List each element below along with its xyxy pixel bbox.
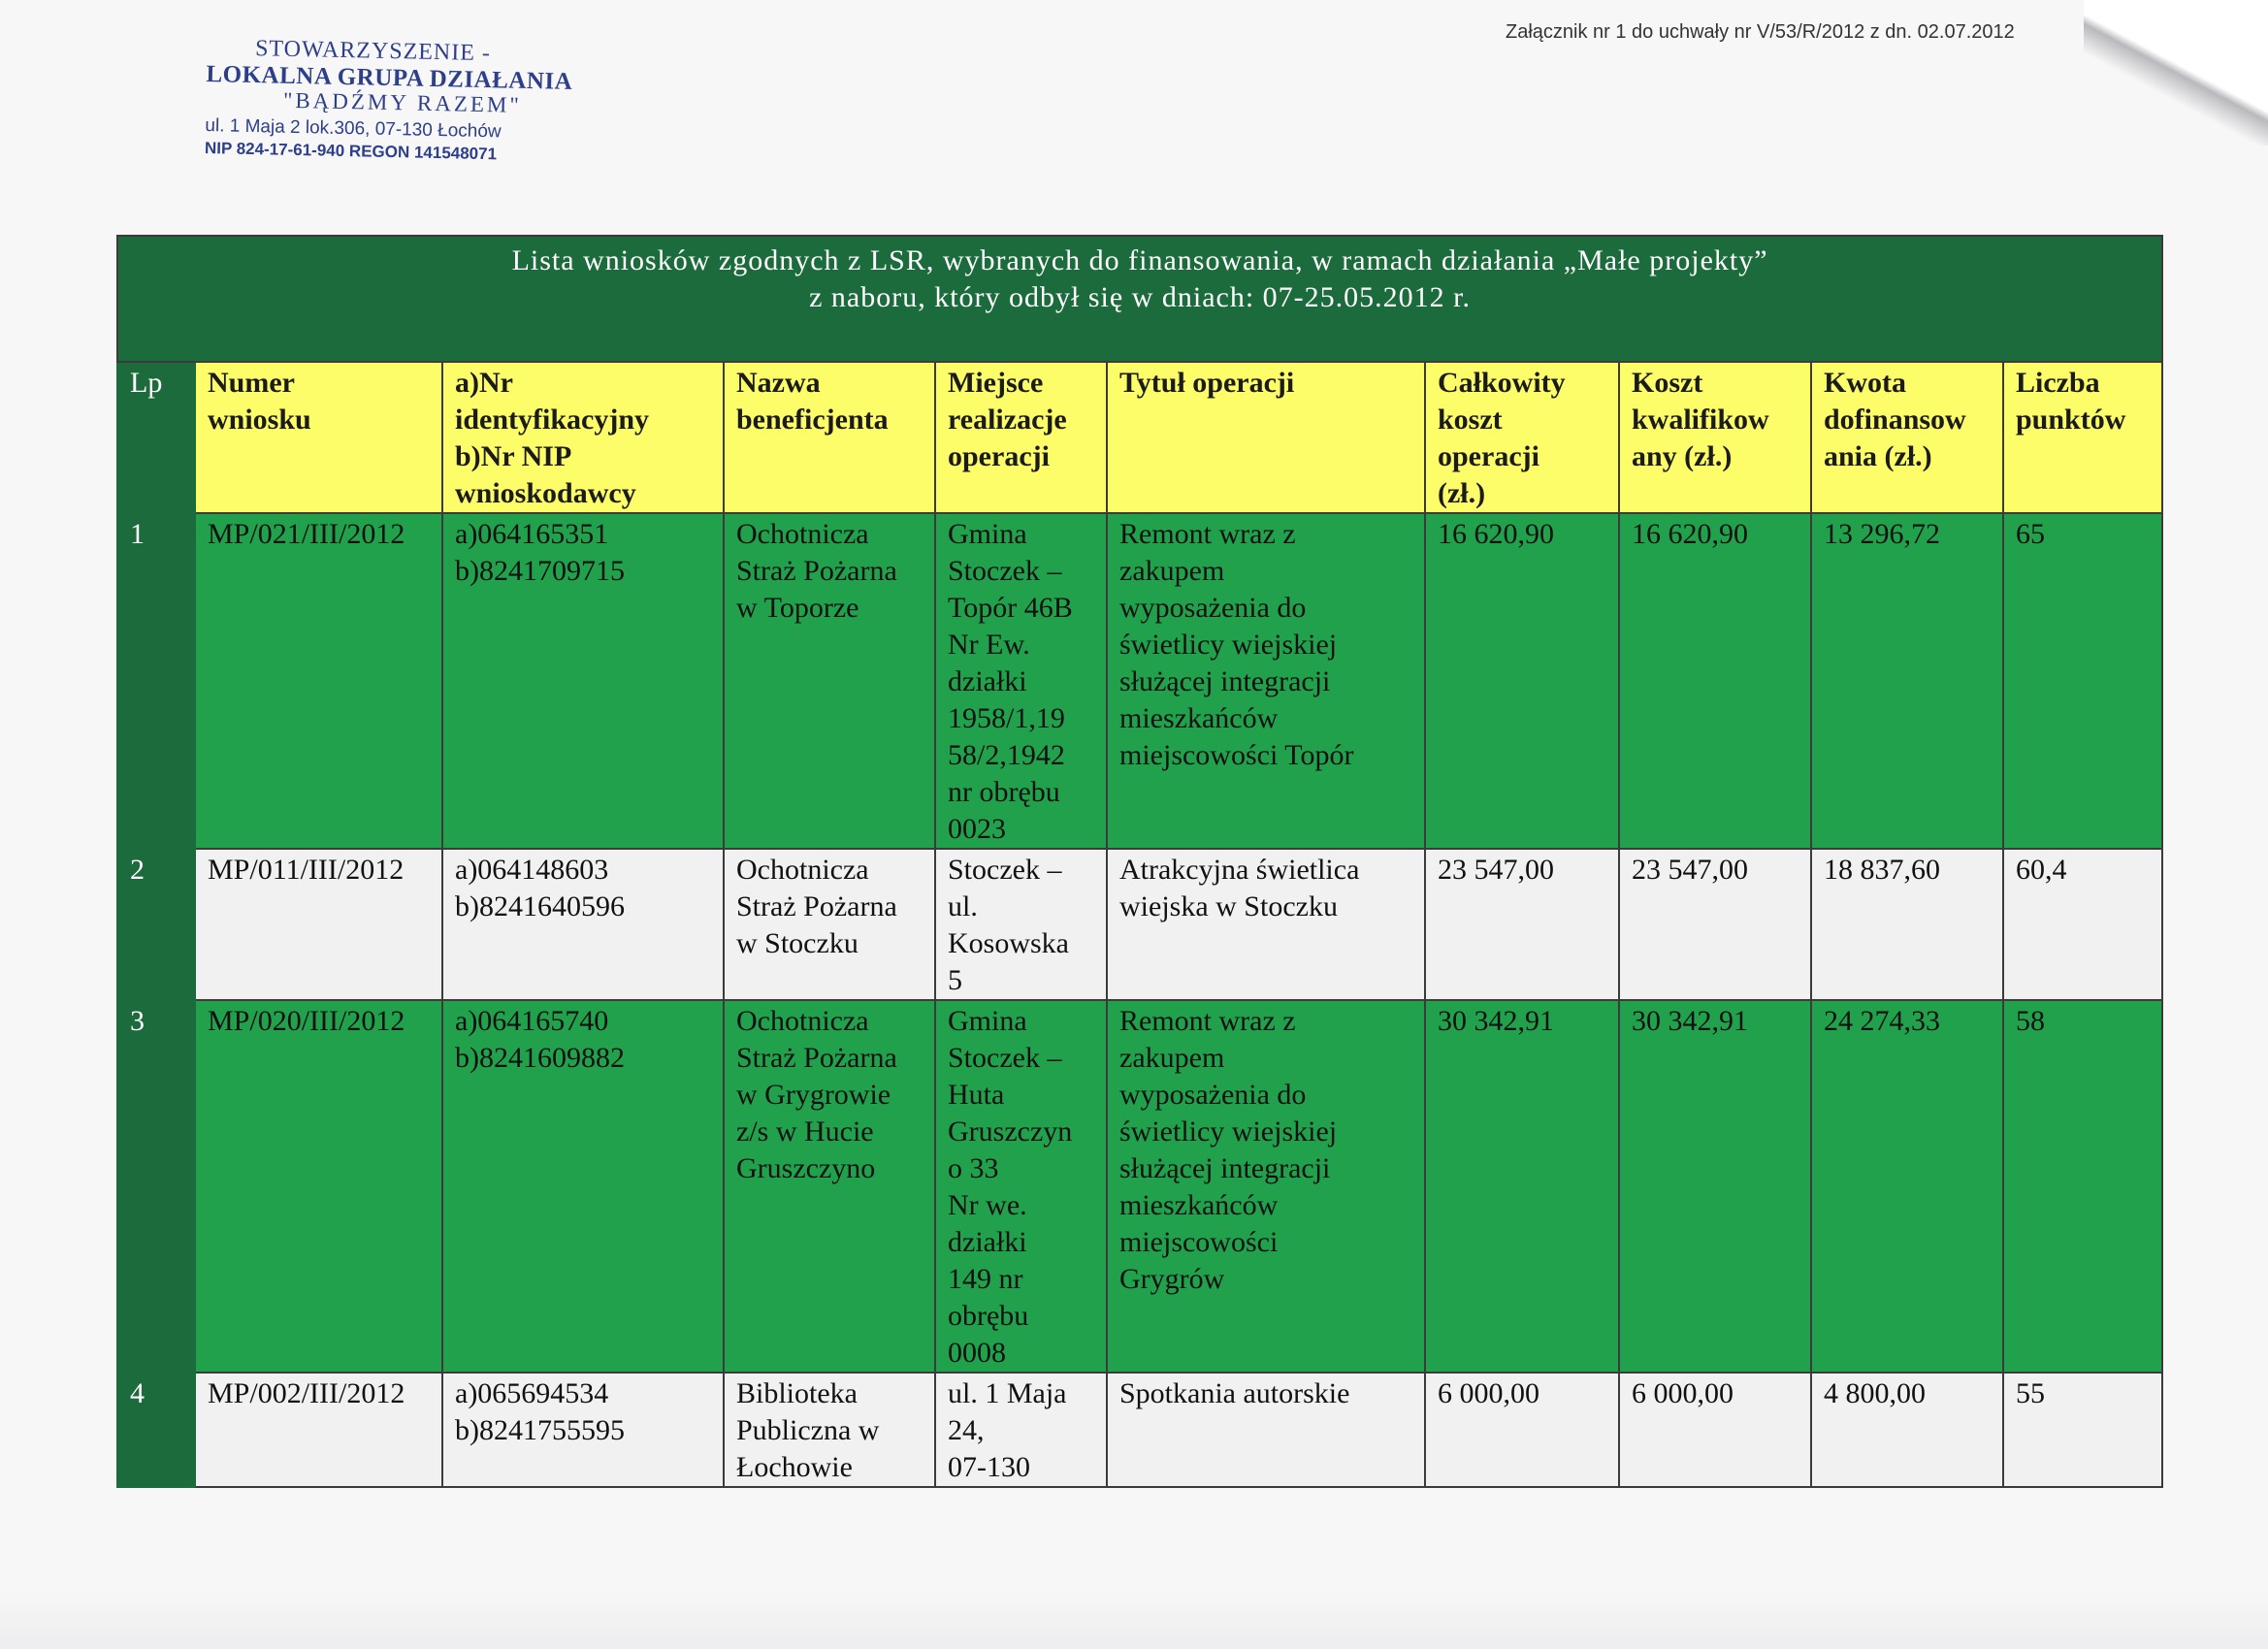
cell-line: 1958/1,19: [948, 702, 1065, 734]
cell-line: mieszkańców: [1119, 1189, 1279, 1221]
cell-numer: MP/002/III/2012: [195, 1373, 442, 1487]
cell-line: operacji: [1438, 440, 1539, 472]
cell-line: kwalifikow: [1632, 404, 1769, 436]
cell-line: a)064165740: [455, 1005, 609, 1037]
header-row: [117, 362, 2162, 513]
cell-line: Ochotnicza: [736, 854, 869, 886]
cell-line: obrębu: [948, 1300, 1029, 1332]
cell-line: w Stoczku: [736, 927, 859, 959]
header-numer: [195, 362, 442, 513]
cell-line: ul.: [948, 890, 978, 922]
table-title-line: z naboru, który odbył się w dniach: 07-25.05.2012 r.: [809, 281, 1471, 313]
cell-line: miejscowości Topór: [1119, 739, 1354, 771]
cell-line: beneficjenta: [736, 404, 889, 436]
cell-line: Nr we.: [948, 1189, 1027, 1221]
cell-calkowity: 6 000,00: [1425, 1373, 1619, 1487]
cell-nr: [442, 1000, 724, 1373]
cell-line: b)Nr NIP: [455, 440, 572, 472]
cell-punkty: 58: [2003, 1000, 2162, 1373]
cell-miejsce: [935, 513, 1107, 849]
cell-tytul: [1107, 849, 1425, 1000]
cell-line: Tytuł operacji: [1119, 367, 1295, 399]
cell-line: a)064148603: [455, 854, 609, 886]
cell-kwalif: 6 000,00: [1619, 1373, 1811, 1487]
title-row: [117, 236, 2162, 362]
cell-line: nr obrębu: [948, 776, 1060, 808]
cell-line: Stoczek –: [948, 854, 1062, 886]
cell-line: 149 nr: [948, 1263, 1023, 1295]
cell-nr: [442, 513, 724, 849]
cell-line: Atrakcyjna świetlica: [1119, 854, 1360, 886]
cell-line: wyposażenia do: [1119, 592, 1307, 624]
table-title: [117, 236, 2162, 362]
cell-line: Topór 46B: [948, 592, 1073, 624]
cell-line: a)065694534: [455, 1377, 609, 1409]
cell-calkowity: 30 342,91: [1425, 1000, 1619, 1373]
cell-line: z/s w Hucie: [736, 1116, 874, 1148]
cell-line: o 33: [948, 1152, 999, 1184]
cell-line: any (zł.): [1632, 440, 1733, 472]
annex-reference: Załącznik nr 1 do uchwały nr V/53/R/2012 z dn. 02.07.2012: [1506, 21, 2015, 43]
stamp-address: ul. 1 Maja 2 lok.306, 07-130 Łochów: [205, 115, 502, 143]
cell-line: punktów: [2016, 404, 2126, 436]
cell-tytul: [1107, 513, 1425, 849]
header-tytul: [1107, 362, 1425, 513]
cell-line: 0008: [948, 1337, 1006, 1369]
cell-kwalif: 23 547,00: [1619, 849, 1811, 1000]
cell-numer: MP/021/III/2012: [195, 513, 442, 849]
cell-line: Gmina: [948, 1005, 1027, 1037]
header-kwalif: [1619, 362, 1811, 513]
cell-line: Całkowity: [1438, 367, 1566, 399]
cell-lp: 2: [117, 849, 195, 1000]
cell-line: Remont wraz z: [1119, 518, 1296, 550]
cell-line: zakupem: [1119, 1042, 1225, 1074]
cell-line: a)Nr: [455, 367, 513, 399]
cell-line: świetlicy wiejskiej: [1119, 629, 1338, 661]
cell-line: wniosku: [208, 404, 311, 436]
cell-miejsce: [935, 849, 1107, 1000]
cell-line: służącej integracji: [1119, 665, 1331, 697]
cell-line: Gruszczyno: [736, 1152, 876, 1184]
page-bottom-shade: [0, 1591, 2268, 1649]
stamp-line: STOWARZYSZENIE -: [254, 36, 492, 67]
cell-lp: 3: [117, 1000, 195, 1373]
cell-calkowity: 23 547,00: [1425, 849, 1619, 1000]
cell-nazwa: [724, 513, 935, 849]
cell-lp: 1: [117, 513, 195, 849]
cell-line: Stoczek –: [948, 555, 1062, 587]
cell-line: 07-130: [948, 1451, 1030, 1483]
cell-line: Kosowska: [948, 927, 1069, 959]
cell-numer: MP/011/III/2012: [195, 849, 442, 1000]
cell-line: Biblioteka: [736, 1377, 858, 1409]
cell-line: Grygrów: [1119, 1263, 1225, 1295]
header-miejsce: [935, 362, 1107, 513]
table-title-line: Lista wniosków zgodnych z LSR, wybranych do finansowania, w ramach działania „Małe projekty”: [511, 244, 1768, 276]
cell-calkowity: 16 620,90: [1425, 513, 1619, 849]
cell-line: Koszt: [1632, 367, 1703, 399]
stamp-line: "BĄDŹMY RAZEM": [282, 87, 523, 117]
cell-tytul: [1107, 1000, 1425, 1373]
cell-line: 5: [948, 964, 962, 996]
header-punkty: [2003, 362, 2162, 513]
cell-line: 0023: [948, 813, 1006, 845]
table-row: [117, 1000, 2162, 1373]
cell-tytul: [1107, 1373, 1425, 1487]
cell-line: Remont wraz z: [1119, 1005, 1296, 1037]
cell-kwota: 18 837,60: [1811, 849, 2003, 1000]
cell-line: Huta: [948, 1079, 1005, 1111]
header-calkowity: [1425, 362, 1619, 513]
cell-line: 24,: [948, 1414, 985, 1446]
cell-line: a)064165351: [455, 518, 609, 550]
cell-line: Spotkania autorskie: [1119, 1377, 1350, 1409]
cell-nazwa: [724, 1373, 935, 1487]
cell-line: realizacje: [948, 404, 1067, 436]
cell-miejsce: [935, 1373, 1107, 1487]
cell-line: świetlicy wiejskiej: [1119, 1116, 1338, 1148]
cell-line: miejscowości: [1119, 1226, 1279, 1258]
cell-kwalif: 16 620,90: [1619, 513, 1811, 849]
header-kwota: [1811, 362, 2003, 513]
cell-line: ania (zł.): [1824, 440, 1932, 472]
cell-line: działki: [948, 1226, 1027, 1258]
cell-kwalif: 30 342,91: [1619, 1000, 1811, 1373]
cell-line: koszt: [1438, 404, 1503, 436]
cell-line: b)8241709715: [455, 555, 625, 587]
cell-line: Liczba: [2016, 367, 2100, 399]
cell-line: Miejsce: [948, 367, 1044, 399]
header-lp: Lp: [117, 362, 195, 513]
table-row: [117, 849, 2162, 1000]
cell-line: operacji: [948, 440, 1050, 472]
folded-page-corner: [2084, 0, 2268, 146]
cell-line: Straż Pożarna: [736, 555, 897, 587]
cell-line: zakupem: [1119, 555, 1225, 587]
cell-line: Gmina: [948, 518, 1027, 550]
cell-line: (zł.): [1438, 477, 1486, 509]
applications-table: [116, 235, 2163, 1488]
cell-nr: [442, 849, 724, 1000]
cell-line: Łochowie: [736, 1451, 853, 1483]
cell-line: służącej integracji: [1119, 1152, 1331, 1184]
cell-line: Gruszczyn: [948, 1116, 1073, 1148]
cell-kwota: 4 800,00: [1811, 1373, 2003, 1487]
cell-line: Kwota: [1824, 367, 1906, 399]
cell-nazwa: [724, 849, 935, 1000]
cell-line: Straż Pożarna: [736, 1042, 897, 1074]
cell-line: wnioskodawcy: [455, 477, 636, 509]
cell-kwota: 24 274,33: [1811, 1000, 2003, 1373]
table-body: [117, 236, 2162, 1487]
cell-line: b)8241755595: [455, 1414, 625, 1446]
cell-line: wyposażenia do: [1119, 1079, 1307, 1111]
cell-line: b)8241609882: [455, 1042, 625, 1074]
stamp-nip-regon: NIP 824-17-61-940 REGON 141548071: [204, 139, 498, 164]
cell-line: wiejska w Stoczku: [1119, 890, 1338, 922]
cell-line: b)8241640596: [455, 890, 625, 922]
cell-line: mieszkańców: [1119, 702, 1279, 734]
cell-line: Nazwa: [736, 367, 821, 399]
stamp-line: LOKALNA GRUPA DZIAŁANIA: [206, 61, 573, 95]
cell-line: Publiczna w: [736, 1414, 880, 1446]
cell-line: dofinansow: [1824, 404, 1966, 436]
table-row: [117, 1373, 2162, 1487]
cell-kwota: 13 296,72: [1811, 513, 2003, 849]
cell-line: identyfikacyjny: [455, 404, 650, 436]
cell-line: działki: [948, 665, 1027, 697]
cell-line: Ochotnicza: [736, 1005, 869, 1037]
cell-nr: [442, 1373, 724, 1487]
cell-line: Ochotnicza: [736, 518, 869, 550]
cell-punkty: 60,4: [2003, 849, 2162, 1000]
association-stamp: [205, 35, 576, 166]
cell-line: Stoczek –: [948, 1042, 1062, 1074]
table-row: [117, 513, 2162, 849]
cell-miejsce: [935, 1000, 1107, 1373]
cell-line: Straż Pożarna: [736, 890, 897, 922]
cell-line: ul. 1 Maja: [948, 1377, 1067, 1409]
header-nazwa: [724, 362, 935, 513]
cell-numer: MP/020/III/2012: [195, 1000, 442, 1373]
header-nr: [442, 362, 724, 513]
cell-line: 58/2,1942: [948, 739, 1065, 771]
cell-punkty: 55: [2003, 1373, 2162, 1487]
cell-nazwa: [724, 1000, 935, 1373]
cell-line: w Toporze: [736, 592, 859, 624]
cell-lp: 4: [117, 1373, 195, 1487]
cell-line: w Grygrowie: [736, 1079, 891, 1111]
cell-line: Numer: [208, 367, 295, 399]
cell-punkty: 65: [2003, 513, 2162, 849]
cell-line: Nr Ew.: [948, 629, 1030, 661]
